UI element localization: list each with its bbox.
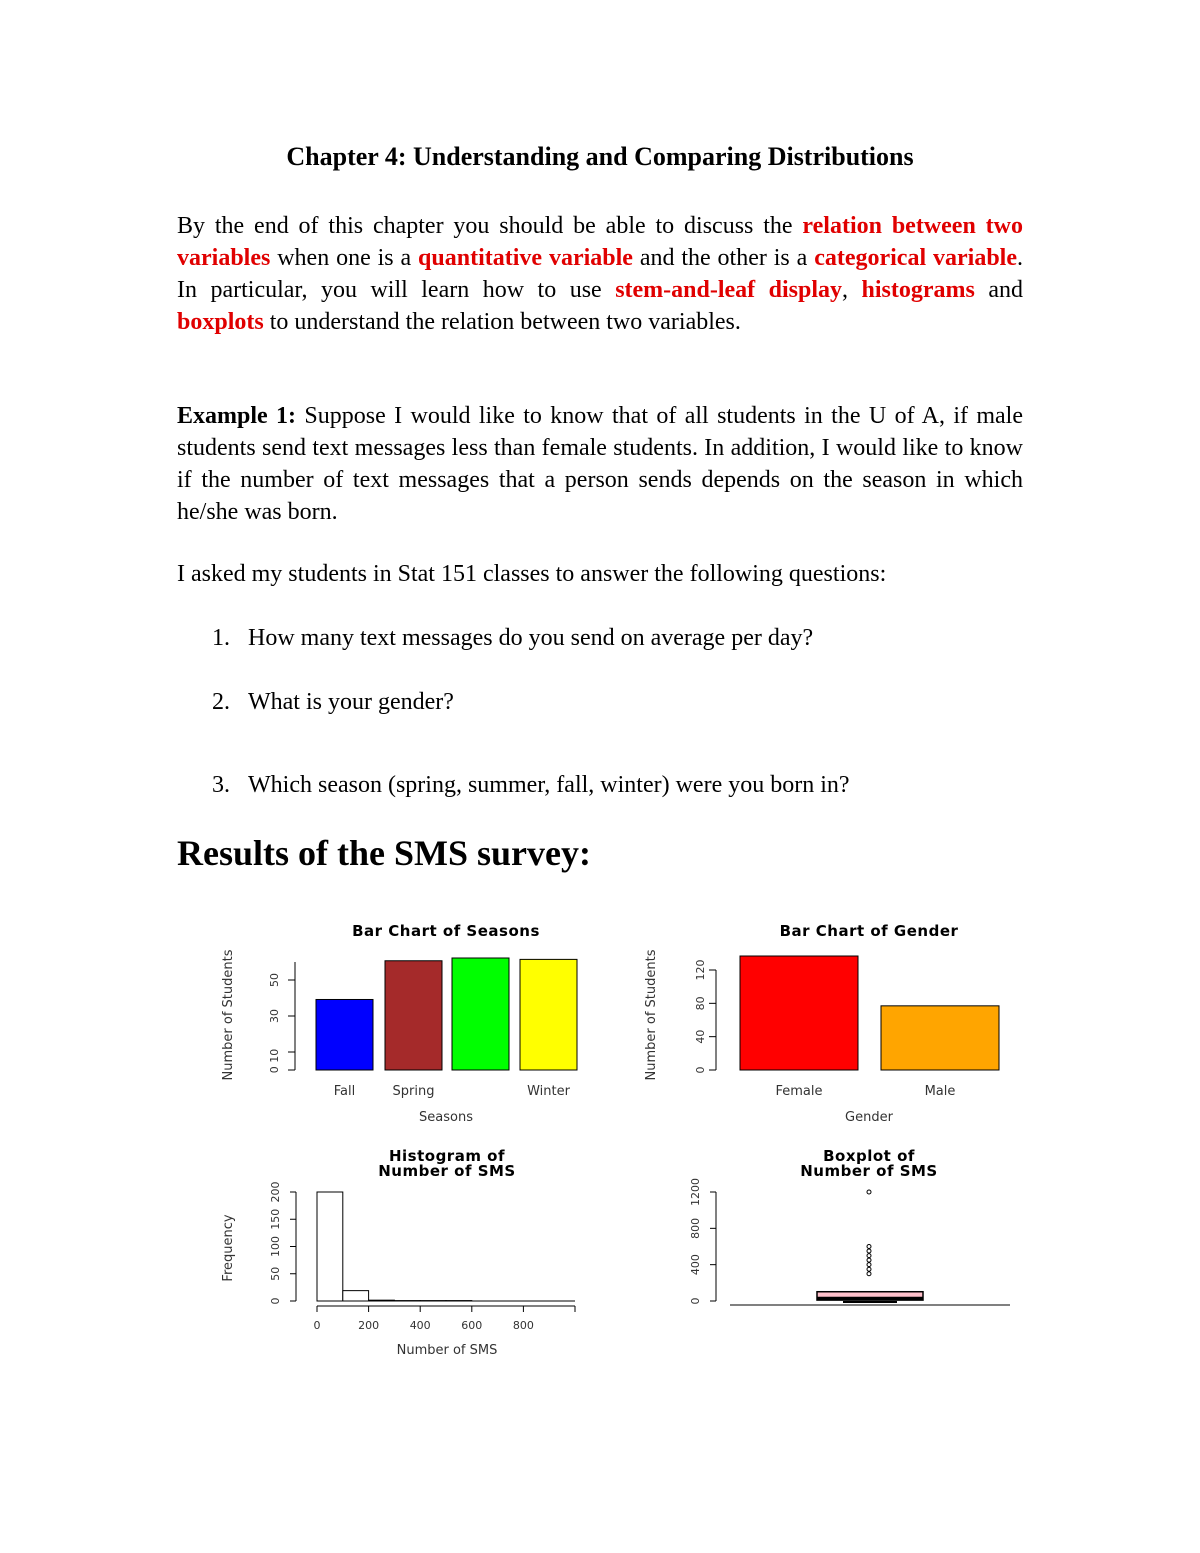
keyword-stem-leaf: stem-and-leaf display: [615, 277, 843, 303]
y-tick-label: 40: [694, 1029, 707, 1044]
page-title: Chapter 4: Understanding and Comparing Distributions: [286, 142, 914, 171]
y-tick-label: 0 10: [268, 1048, 281, 1074]
y-tick-label: 400: [689, 1254, 702, 1276]
chart-title: Boxplot of: [823, 1147, 915, 1165]
histogram-bar: [343, 1291, 369, 1301]
y-axis-label: Number of Students: [221, 949, 236, 1081]
chart-title: Bar Chart of Gender: [779, 922, 959, 940]
x-tick-label: 400: [409, 1319, 431, 1332]
x-tick-label: Female: [775, 1084, 823, 1099]
keyword-boxplots: boxplots: [177, 309, 264, 335]
y-tick-label: 50: [268, 973, 281, 987]
chart-title: Number of SMS: [378, 1162, 516, 1180]
x-axis-label: Seasons: [419, 1110, 473, 1125]
x-axis-label: Gender: [845, 1110, 893, 1125]
boxplot-outlier: [867, 1258, 871, 1262]
x-tick-label: 200: [358, 1319, 380, 1332]
boxplot-outlier: [867, 1267, 871, 1271]
y-tick-label: 0: [694, 1066, 707, 1074]
y-tick-label: 30: [268, 1009, 281, 1023]
chart-title: Bar Chart of Seasons: [352, 922, 540, 940]
x-axis-label: Number of SMS: [396, 1343, 498, 1358]
x-tick-label: 0: [313, 1319, 321, 1332]
keyword-quantitative: quantitative variable: [418, 245, 633, 271]
boxplot-outlier: [867, 1190, 871, 1194]
bar-fall: [316, 999, 373, 1070]
x-tick-label: Fall: [333, 1084, 356, 1099]
y-tick-label: 200: [269, 1181, 282, 1203]
keyword-categorical: categorical variable: [814, 245, 1017, 271]
x-tick-label: Male: [924, 1084, 956, 1099]
y-tick-label: 50: [269, 1266, 282, 1281]
x-tick-label: 600: [461, 1319, 483, 1332]
chart-title: Histogram of: [388, 1147, 506, 1165]
y-tick-label: 120: [694, 959, 707, 981]
keyword-relation: relation between two variables: [177, 213, 1023, 271]
y-tick-label: 800: [689, 1217, 702, 1239]
example-label: Example 1:: [177, 403, 297, 429]
keyword-histograms: histograms: [861, 277, 975, 303]
boxplot-outlier: [867, 1272, 871, 1276]
x-tick-label: 800: [512, 1319, 534, 1332]
histogram-bar: [317, 1192, 343, 1301]
bar-summer: [452, 958, 509, 1070]
question-item: 1. How many text messages do you send on average per day?: [212, 625, 814, 651]
y-axis-label: Number of Students: [644, 949, 659, 1081]
intro-paragraph: By the end of this chapter you should be able to discuss the relation between two variables when one is a quantitative variable and the other is a categorical variable. In particular, you will learn how to use stem-and-leaf display, histograms and boxplots to understand the relation between two variables.: [177, 213, 1024, 335]
y-tick-label: 150: [269, 1208, 282, 1230]
chart-title: Number of SMS: [800, 1162, 938, 1180]
y-tick-label: 80: [694, 996, 707, 1011]
bar-winter: [520, 959, 577, 1070]
question-item: 2. What is your gender?: [212, 689, 454, 715]
section-title: Results of the SMS survey:: [177, 833, 591, 873]
example-paragraph: Example 1: Suppose I would like to know that of all students in the U of A, if male students send text messages less than female students. In addition, I would like to know if the number of text messages that a person sends depends on the season in which he/she was born.: [177, 403, 1023, 525]
y-tick-label: 0: [689, 1297, 702, 1305]
asked-paragraph: I asked my students in Stat 151 classes to answer the following questions:: [177, 561, 887, 587]
x-tick-label: Spring: [392, 1084, 435, 1099]
y-tick-label: 1200: [689, 1178, 702, 1206]
boxplot-outlier: [867, 1254, 871, 1258]
boxplot-outlier: [867, 1249, 871, 1253]
x-tick-label: Winter: [527, 1084, 570, 1099]
question-item: 3. Which season (spring, summer, fall, winter) were you born in?: [212, 772, 850, 798]
y-tick-label: 100: [269, 1236, 282, 1257]
boxplot-outlier: [867, 1263, 871, 1267]
bar-female: [740, 956, 858, 1070]
boxplot-outlier: [867, 1245, 871, 1249]
y-axis-label: Frequency: [221, 1214, 236, 1282]
bar-spring: [385, 961, 442, 1070]
bar-male: [881, 1006, 999, 1070]
y-tick-label: 0: [269, 1297, 282, 1305]
